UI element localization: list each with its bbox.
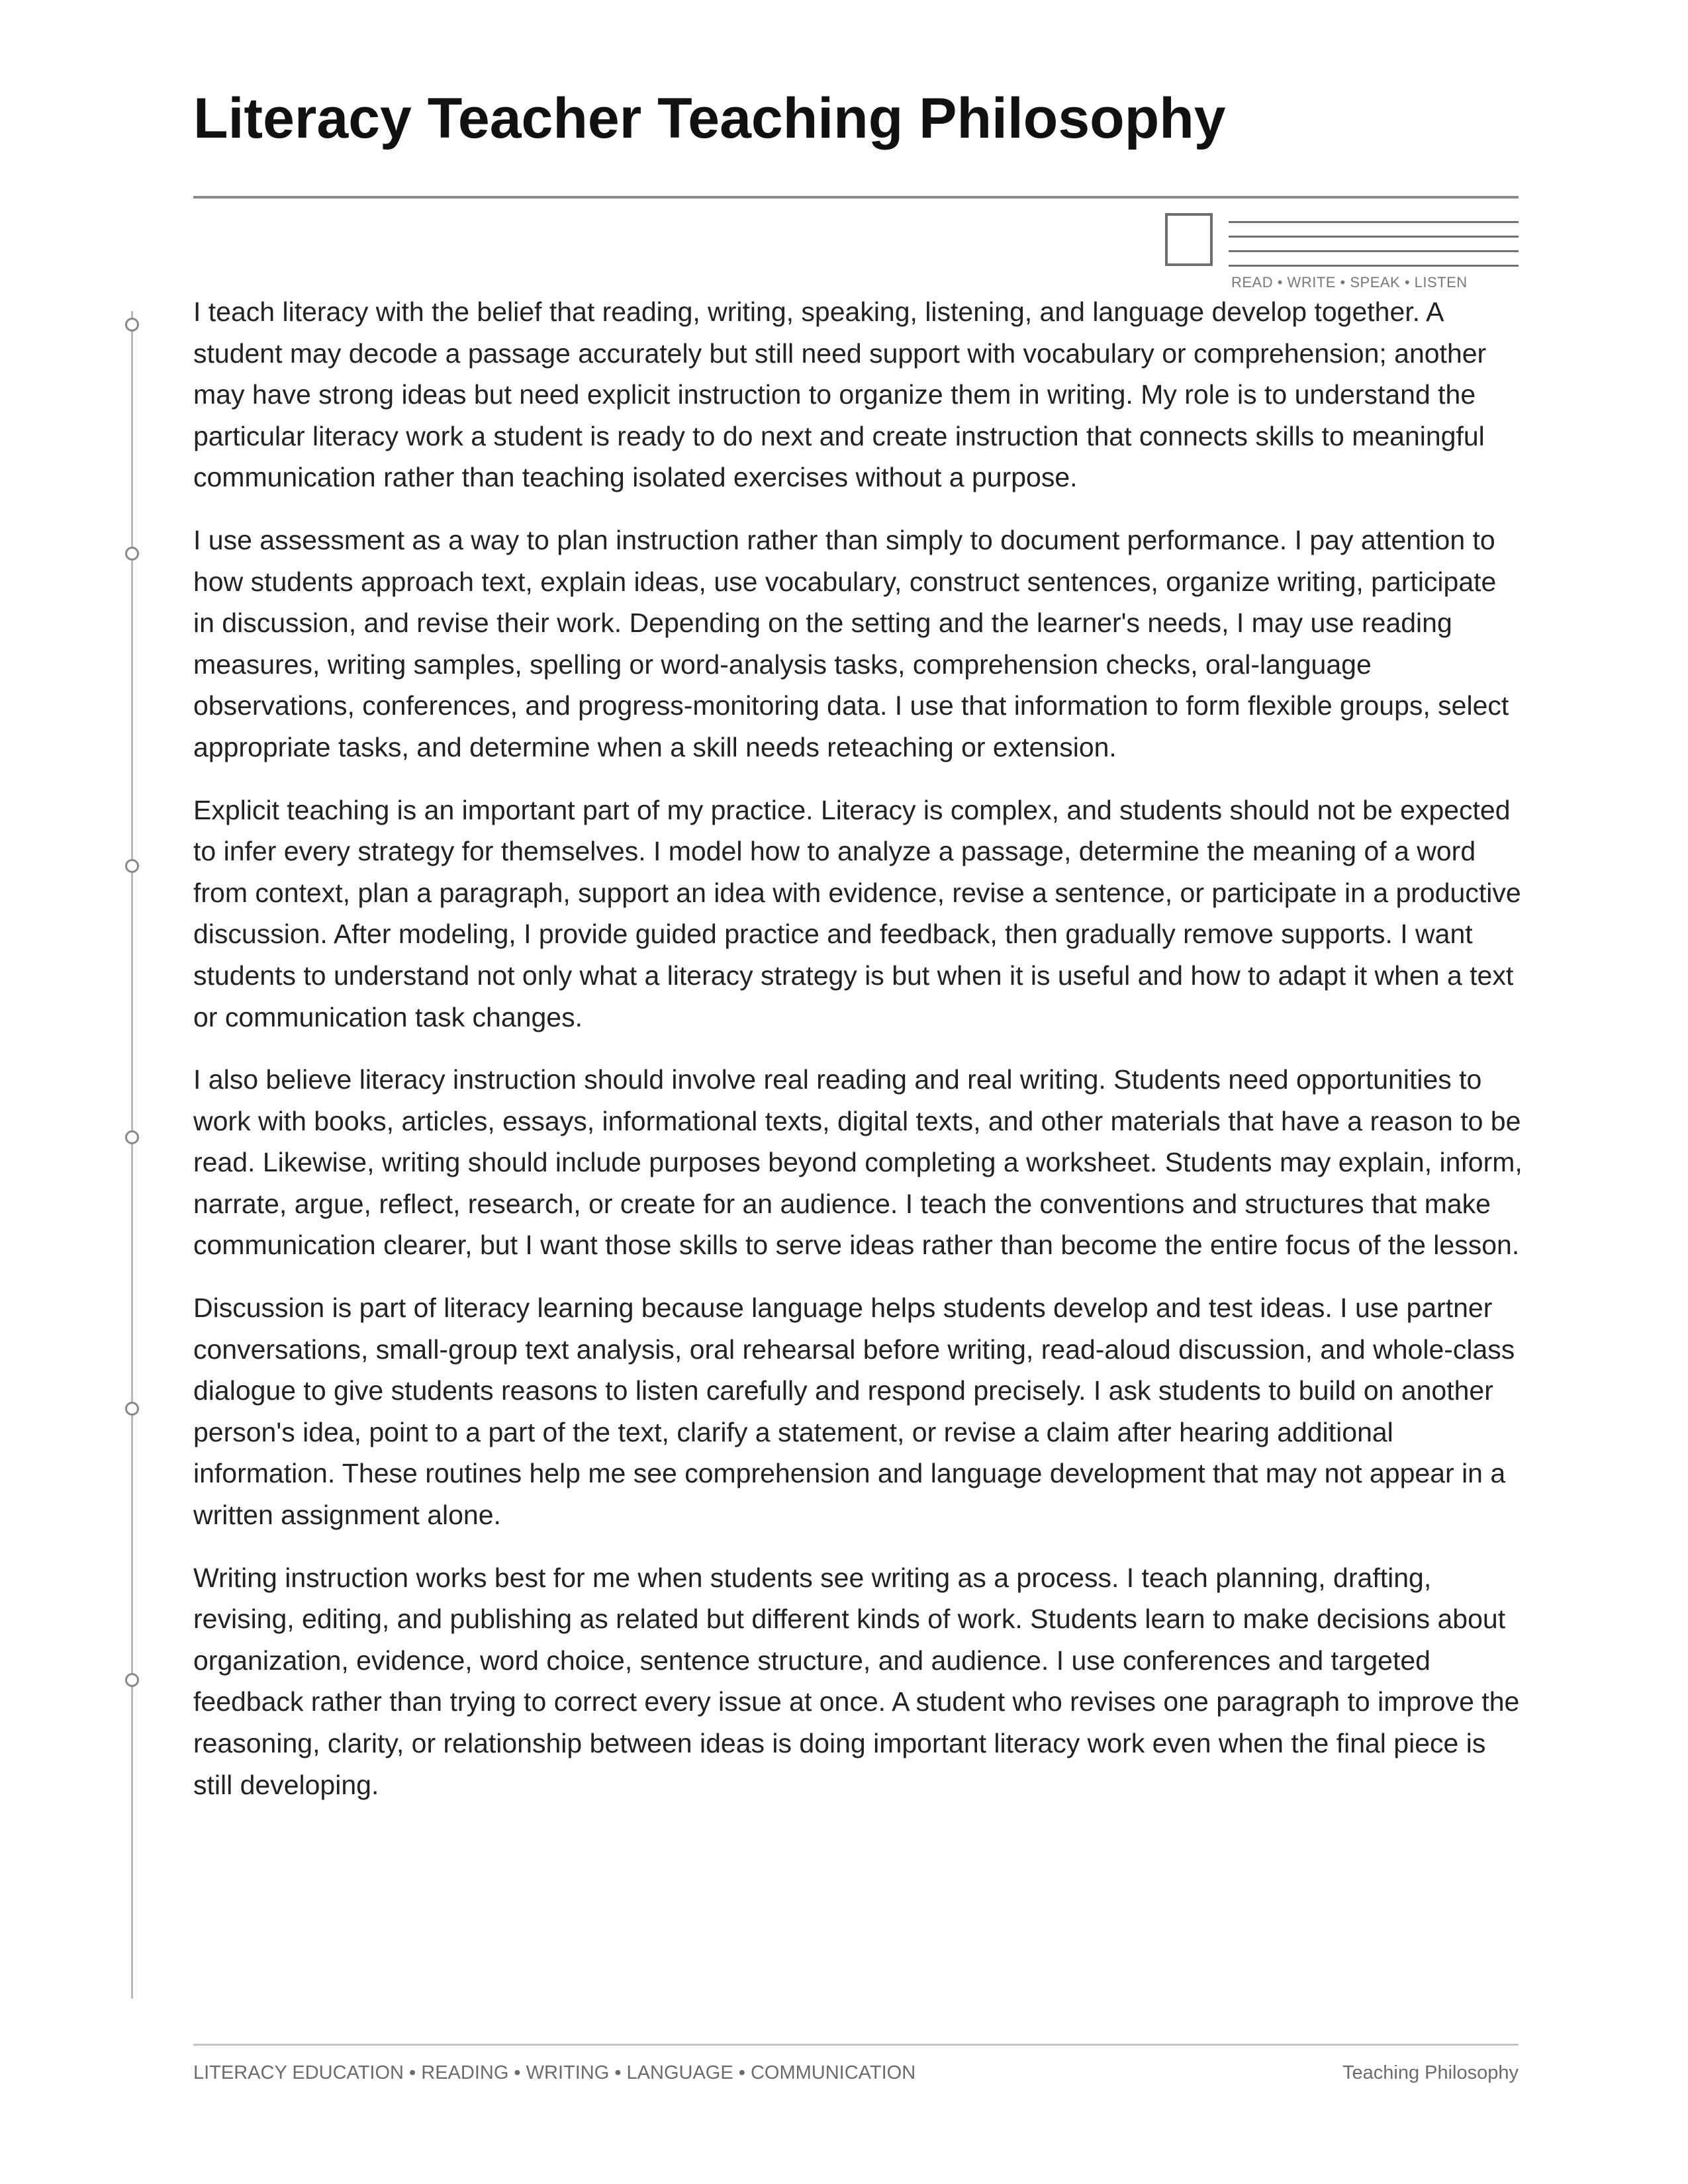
footer-divider bbox=[193, 2044, 1519, 2046]
motif-line bbox=[1229, 265, 1519, 267]
timeline-node bbox=[125, 1402, 139, 1416]
motif-square bbox=[1165, 213, 1213, 266]
timeline-node bbox=[125, 547, 139, 561]
timeline-rail bbox=[131, 311, 133, 1999]
body-text bbox=[193, 291, 1524, 1827]
header-motif bbox=[1165, 213, 1519, 293]
body-paragraph: Explicit teaching is an important part of my practice. Literacy is complex, and students should not be expected to infer every strategy for themselves. I model how to analyze a passage, determine the meaning of a word from context, plan a paragraph, support an idea with evidence, revise a sentence, or participate in a productive discussion. After modeling, I provide guided practice and feedback, then gradually remove supports. I want students to understand not only what a literacy strategy is but when it is useful and how to adapt it when a text or communication task changes. bbox=[193, 794, 1521, 1032]
motif-line bbox=[1229, 221, 1519, 223]
motif-tagline: READ • WRITE • SPEAK • LISTEN bbox=[1231, 274, 1468, 291]
body-paragraph: I teach literacy with the belief that reading, writing, speaking, listening, and language develop together. A student may decode a passage accurately but still need support with vocabulary or comprehension; another may have strong ideas but need explicit instruction to organize them in writing. My role is to understand the particular literacy work a student is ready to do next and create instruction that connects skills to meaningful communication rather than teaching isolated exercises without a purpose. bbox=[193, 296, 1487, 493]
timeline-node bbox=[125, 1673, 139, 1687]
body-paragraph: Discussion is part of literacy learning because language helps students develop and test ideas. I use partner conversations, small-group text analysis, oral rehearsal before writing, read-aloud discussion, and whole-class dialogue to give students reasons to listen carefully and respond precisely. I ask students to build on another person's idea, point to a part of the text, clarify a statement, or revise a claim after hearing additional information. These routines help me see comprehension and language development that may not appear in a written assignment alone. bbox=[193, 1293, 1515, 1531]
timeline-node bbox=[125, 859, 139, 873]
body-paragraph: Writing instruction works best for me when students see writing as a process. I teach planning, drafting, revising, editing, and publishing as related but different kinds of work. Students learn to make decisions about organization, evidence, word choice, sentence structure, and audience. I use conferences and targeted feedback rather than trying to correct every issue at once. A student who revises one paragraph to improve the reasoning, clarity, or relationship between ideas is doing important literacy work even when the final piece is still developing. bbox=[193, 1562, 1520, 1800]
timeline-node bbox=[125, 318, 139, 332]
footer-doc-type: Teaching Philosophy bbox=[1342, 2062, 1519, 2083]
footer-subjects: LITERACY EDUCATION • READING • WRITING • LANGUAGE • COMMUNICATION bbox=[193, 2062, 916, 2083]
body-paragraph: I use assessment as a way to plan instruction rather than simply to document performance. I pay attention to how students approach text, explain ideas, use vocabulary, construct sentences, organize writing, participate in discussion, and revise their work. Depending on the setting and the learner's needs, I may use reading measures, writing samples, spelling or word-analysis tasks, comprehension checks, oral-language observations, conferences, and progress-monitoring data. I use that information to form flexible groups, select appropriate tasks, and determine when a skill needs reteaching or extension. bbox=[193, 524, 1509, 762]
timeline-node bbox=[125, 1130, 139, 1144]
page-title: Literacy Teacher Teaching Philosophy bbox=[193, 87, 1226, 150]
title-divider bbox=[193, 196, 1519, 199]
motif-line bbox=[1229, 250, 1519, 252]
body-paragraph: I also believe literacy instruction should involve real reading and real writing. Students need opportunities to work with books, articles, essays, informational texts, digital texts, and other materials that have a reason to be read. Likewise, writing should include purposes beyond completing a worksheet. Students may explain, inform, narrate, argue, reflect, research, or create for an audience. I teach the conventions and structures that make communication clearer, but I want those skills to serve ideas rather than become the entire focus of the lesson. bbox=[193, 1064, 1523, 1261]
motif-line bbox=[1229, 236, 1519, 238]
